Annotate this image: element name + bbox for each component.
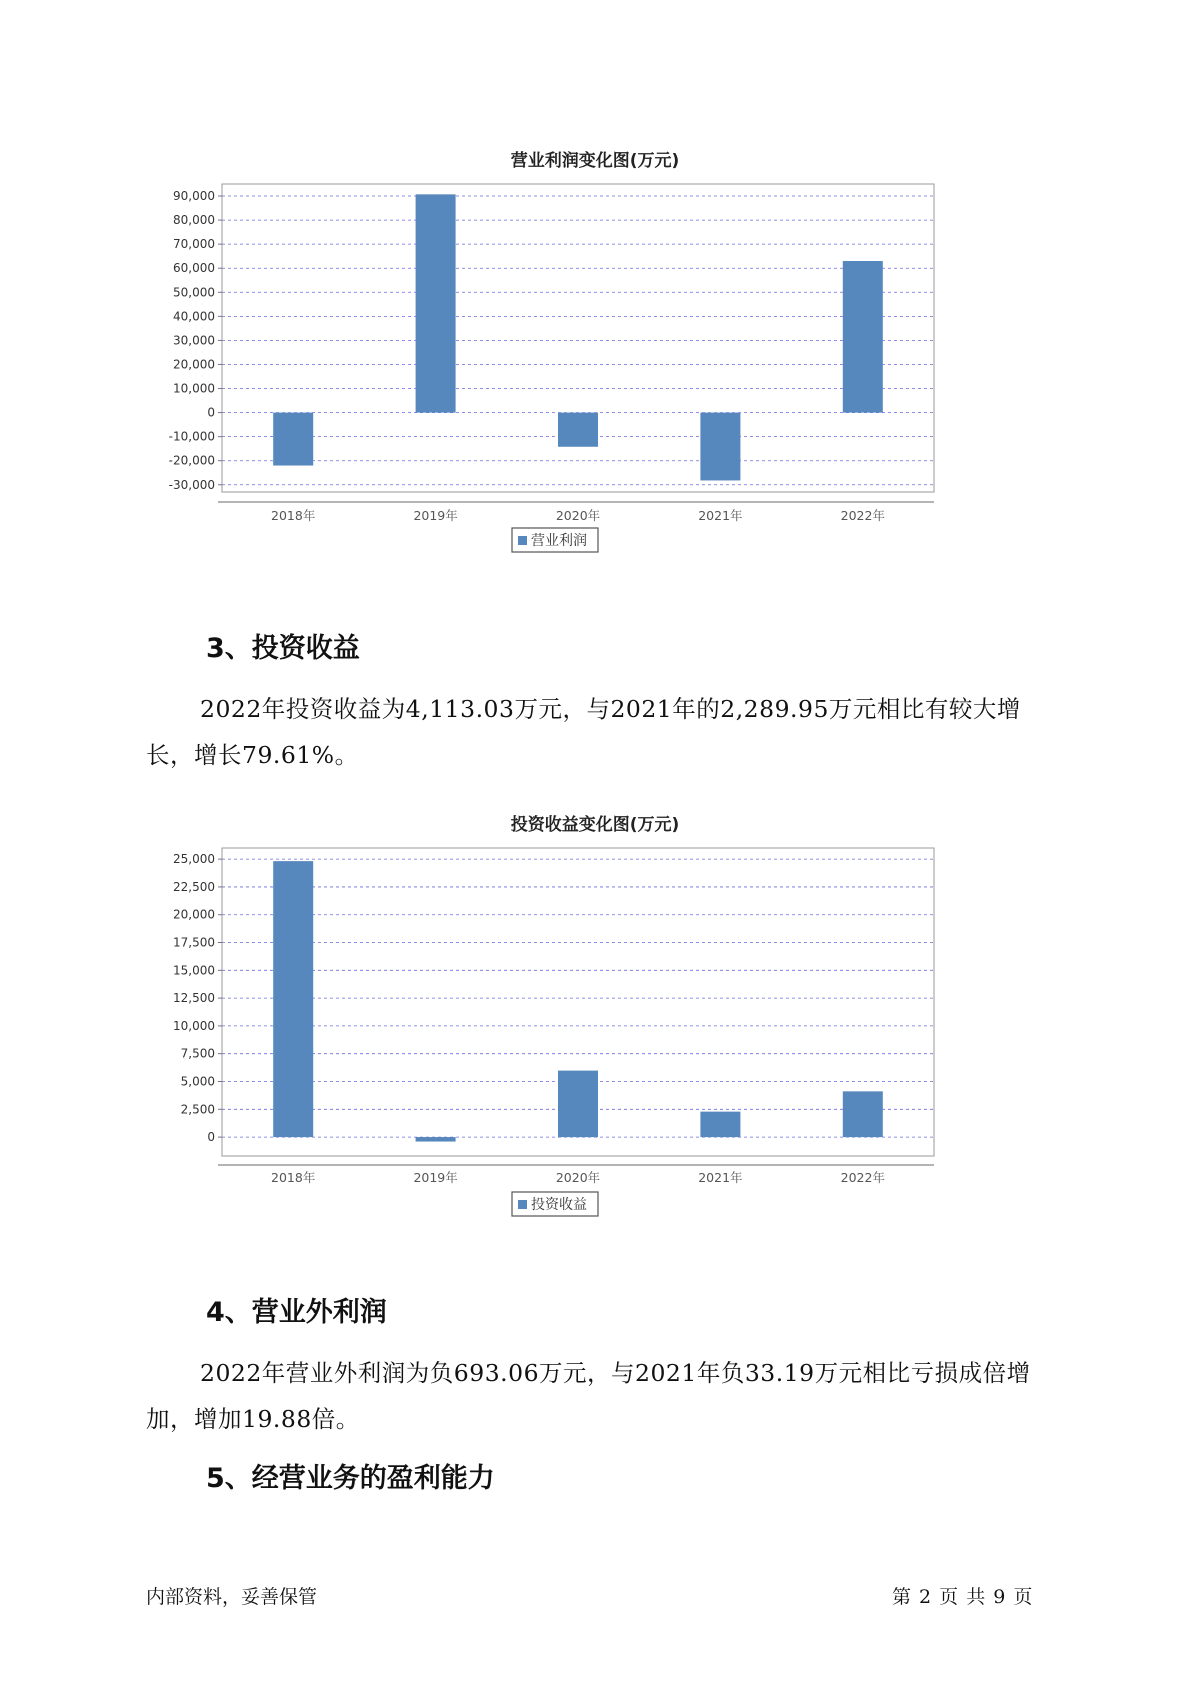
- bar: [843, 1091, 883, 1137]
- y-tick-label: 0: [207, 1130, 215, 1145]
- y-tick-label: 10,000: [173, 381, 215, 396]
- x-tick-label: 2019年: [413, 1170, 458, 1185]
- y-tick-label: 22,500: [173, 879, 215, 894]
- legend-swatch: [518, 536, 527, 545]
- profit-heading: 5、经营业务的盈利能力: [206, 1463, 495, 1494]
- x-tick-label: 2021年: [698, 1170, 743, 1185]
- legend-label: 营业利润: [531, 533, 587, 549]
- y-tick-label: 5,000: [180, 1074, 215, 1089]
- y-tick-label: 0: [207, 405, 215, 420]
- legend-swatch: [518, 1200, 527, 1209]
- x-tick-label: 2018年: [271, 1170, 316, 1185]
- bar: [273, 413, 313, 466]
- y-tick-label: 90,000: [173, 189, 215, 204]
- y-tick-label: -10,000: [168, 429, 215, 444]
- bar: [700, 413, 740, 481]
- nonop-paragraph: 2022年营业外利润为负693.06万元，与2021年负33.19万元相比亏损成倍增加，增加19.88倍。: [146, 1359, 1031, 1433]
- x-tick-label: 2020年: [555, 508, 601, 523]
- footer-note: 内部资料，妥善保管: [146, 1586, 318, 1608]
- chart-title: 投资收益变化图(万元): [510, 815, 680, 835]
- x-tick-label: 2021年: [698, 508, 743, 523]
- x-tick-label: 2019年: [413, 508, 458, 523]
- bar: [273, 861, 313, 1137]
- y-tick-label: 80,000: [173, 213, 215, 228]
- bar: [416, 194, 456, 412]
- investment-income-chart: [160, 804, 1030, 1264]
- operating-profit-chart-svg: [160, 140, 1030, 600]
- y-tick-label: 17,500: [173, 935, 215, 950]
- bar: [843, 261, 883, 413]
- y-tick-label: 70,000: [173, 237, 215, 252]
- operating-profit-chart: [160, 140, 1030, 600]
- chart-title: 营业利润变化图(万元): [510, 151, 680, 171]
- y-tick-label: 12,500: [173, 991, 215, 1006]
- x-tick-label: 2018年: [271, 508, 316, 523]
- nonop-heading: 4、营业外利润: [206, 1297, 387, 1328]
- y-tick-label: 50,000: [173, 285, 215, 300]
- bar: [558, 1071, 598, 1137]
- bar: [700, 1112, 740, 1137]
- legend-label: 投资收益: [531, 1197, 587, 1213]
- y-tick-label: -30,000: [168, 477, 215, 492]
- y-tick-label: -20,000: [168, 453, 215, 468]
- x-tick-label: 2022年: [840, 508, 885, 523]
- page-number: 第 2 页 共 9 页: [892, 1586, 1034, 1608]
- y-tick-label: 7,500: [180, 1046, 215, 1061]
- invest-paragraph: 2022年投资收益为4,113.03万元，与2021年的2,289.95万元相比有较大增长，增长79.61%。: [146, 695, 1021, 769]
- investment-income-chart-svg: [160, 804, 1030, 1264]
- y-tick-label: 20,000: [173, 357, 215, 372]
- y-tick-label: 2,500: [180, 1102, 215, 1117]
- bar: [416, 1137, 456, 1141]
- y-tick-label: 25,000: [173, 852, 215, 867]
- x-tick-label: 2020年: [555, 1170, 601, 1185]
- y-tick-label: 30,000: [173, 333, 215, 348]
- bar: [558, 413, 598, 447]
- y-tick-label: 20,000: [173, 907, 215, 922]
- y-tick-label: 10,000: [173, 1018, 215, 1033]
- x-tick-label: 2022年: [840, 1170, 885, 1185]
- invest-heading: 3、投资收益: [206, 633, 360, 664]
- y-tick-label: 60,000: [173, 261, 215, 276]
- y-tick-label: 15,000: [173, 963, 215, 978]
- y-tick-label: 40,000: [173, 309, 215, 324]
